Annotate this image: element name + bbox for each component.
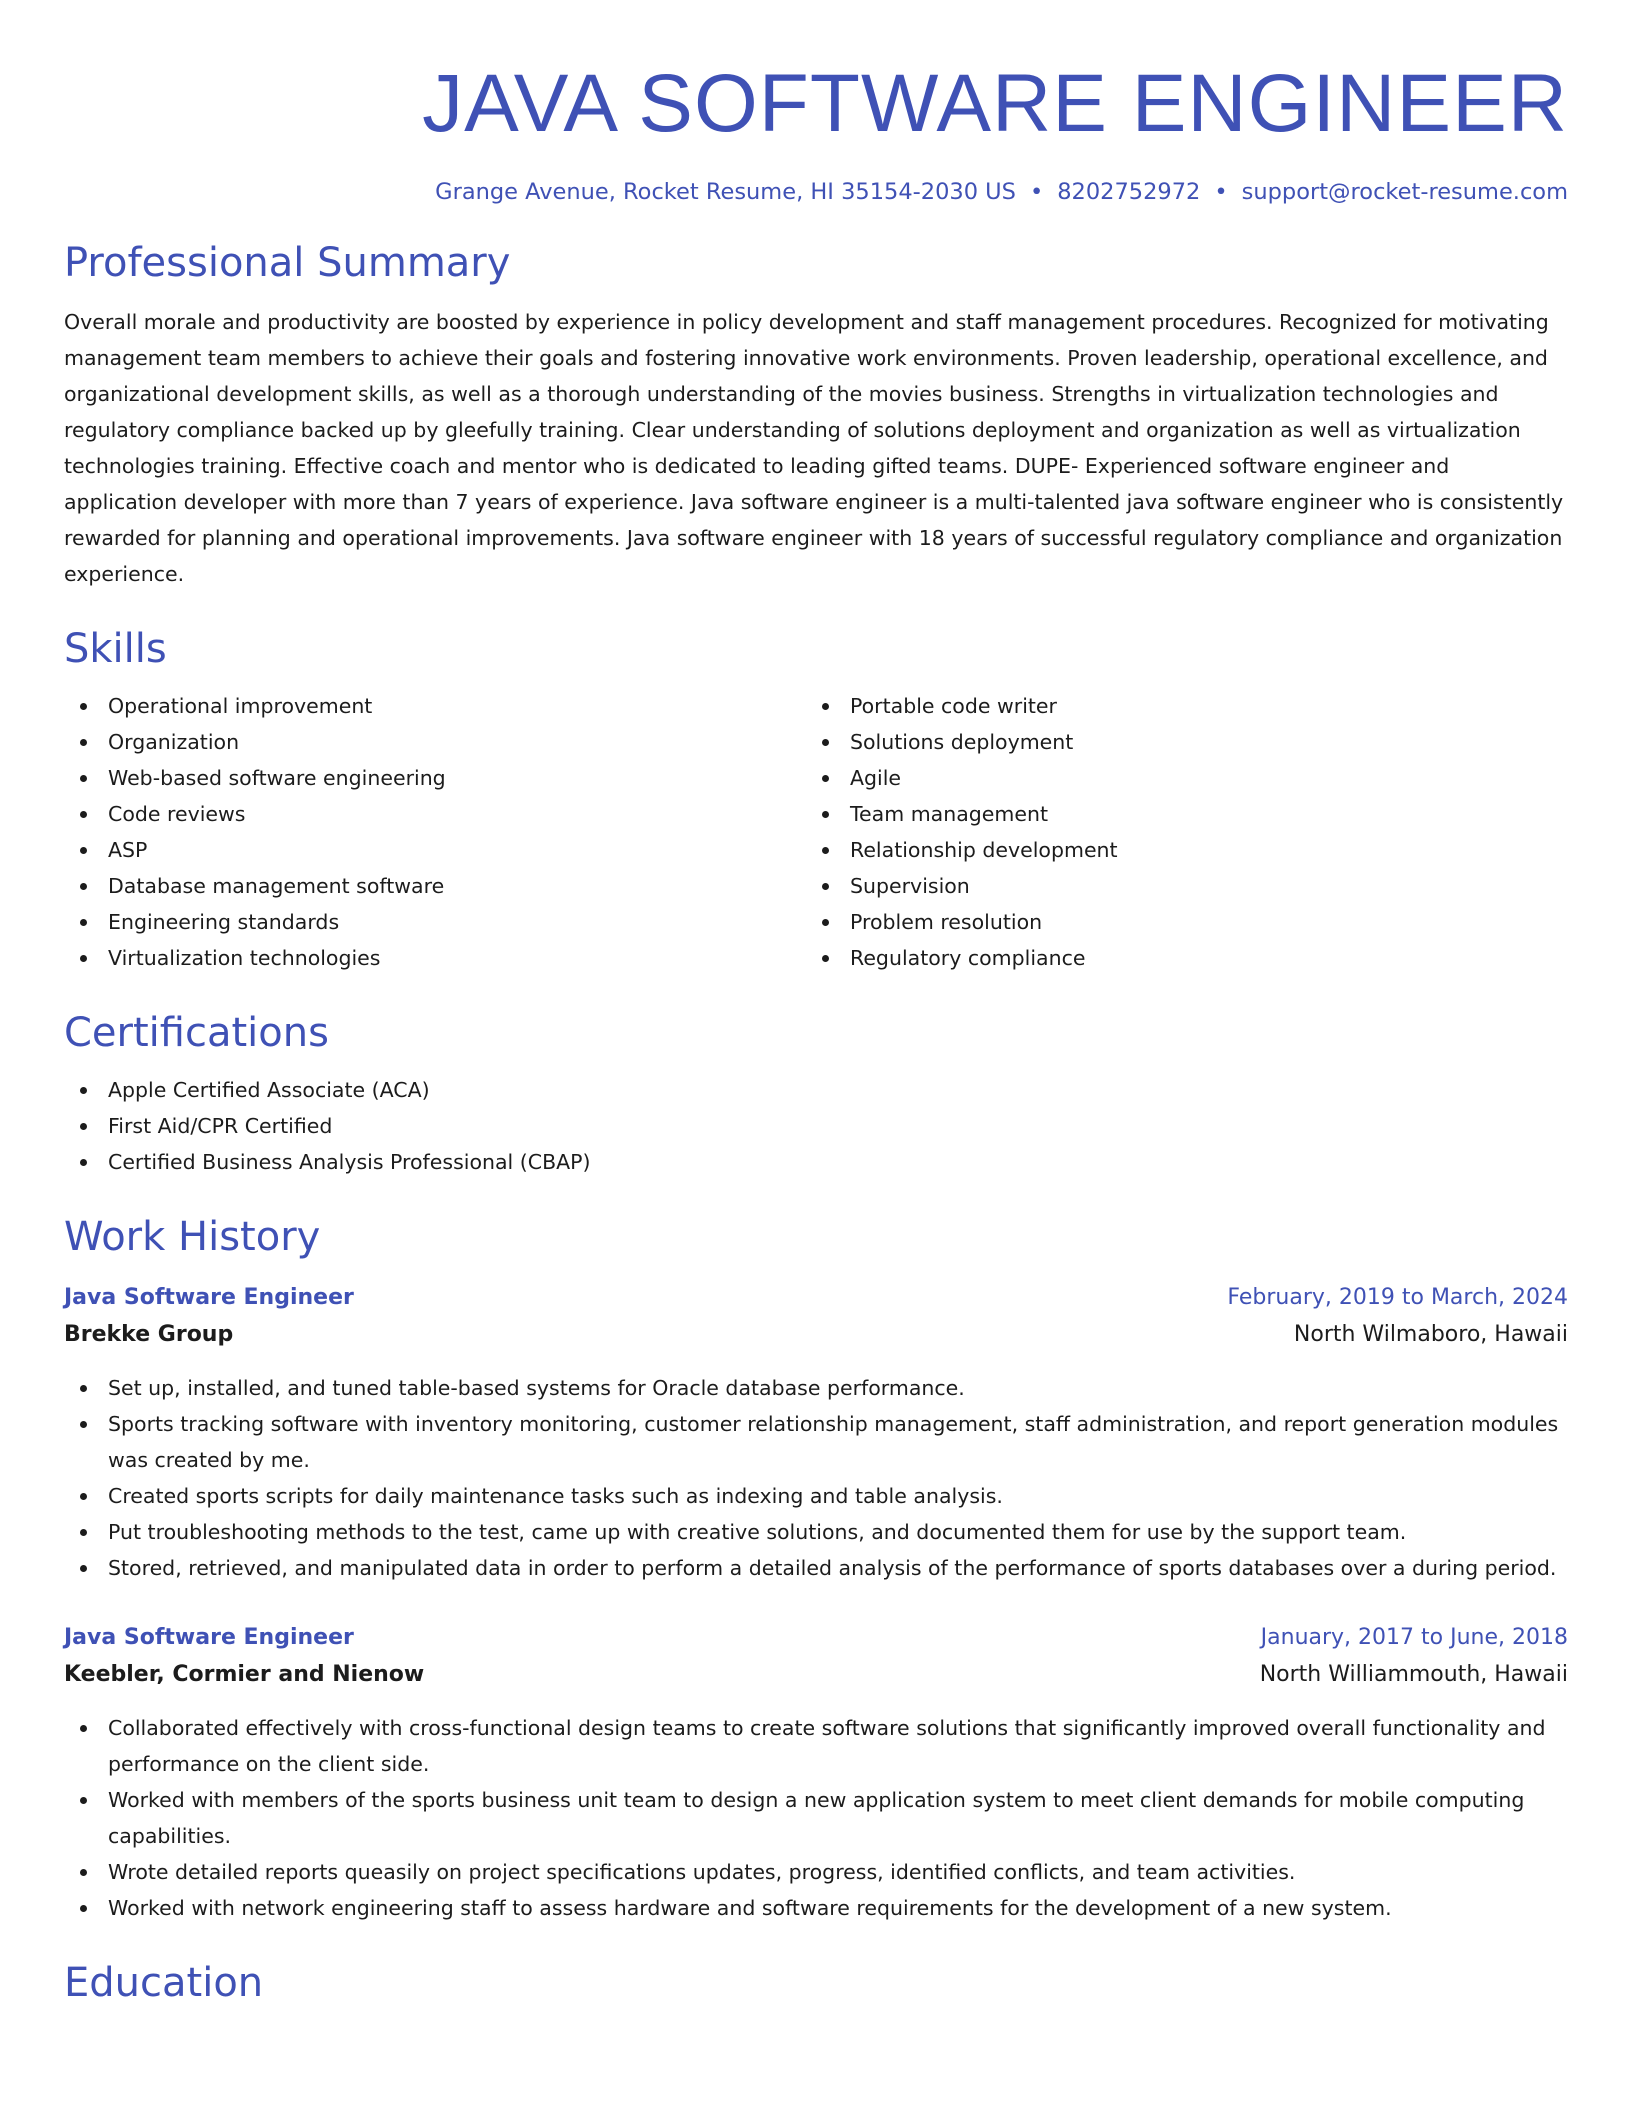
summary-heading: Professional Summary bbox=[64, 240, 511, 286]
skill-item: Problem resolution bbox=[806, 904, 1568, 940]
skill-item: Engineering standards bbox=[64, 904, 806, 940]
job-bullet: Worked with members of the sports business unit team to design a new application system to meet client demands for mobile computing capabilities. bbox=[64, 1782, 1568, 1854]
skill-item: ASP bbox=[64, 832, 806, 868]
job-location: North Williammouth, Hawaii bbox=[1259, 1662, 1568, 1687]
certifications-section bbox=[64, 1006, 1568, 1180]
certification-item: First Aid/CPR Certified bbox=[64, 1108, 1568, 1144]
skill-item: Supervision bbox=[806, 868, 1568, 904]
job-bullet: Stored, retrieved, and manipulated data in order to perform a detailed analysis of the performance of sports databases over a during period. bbox=[64, 1550, 1568, 1586]
contact-phone: 8202752972 bbox=[1057, 179, 1201, 205]
job-bullet: Created sports scripts for daily maintenance tasks such as indexing and table analysis. bbox=[64, 1478, 1568, 1514]
skill-item: Database management software bbox=[64, 868, 806, 904]
skill-item: Regulatory compliance bbox=[806, 940, 1568, 976]
job-bullet: Put troubleshooting methods to the test, came up with creative solutions, and documented them for use by the support team. bbox=[64, 1514, 1568, 1550]
skills-list-left bbox=[64, 688, 806, 976]
skill-item: Operational improvement bbox=[64, 688, 806, 724]
job-title-row bbox=[64, 1620, 1568, 1656]
summary-text: Overall morale and productivity are boosted by experience in policy development and staff management procedures. Recognized for motivating management team members to achieve their goals and fostering innovative work environments. Proven leadership, operational excellence, and organizational development skills, as well as a thorough understanding of the movies business. Strengths in virtualization technologies and regulatory compliance backed up by gleefully training. Clear understanding of solutions deployment and organization as well as virtualization technologies training. Effective coach and mentor who is dedicated to leading gifted teams. DUPE- Experienced software engineer and application developer with more than 7 years of experience. Java software engineer is a multi-talented java software engineer who is consistently rewarded for planning and operational improvements. Java software engineer with 18 years of successful regulatory compliance and organization experience. bbox=[64, 310, 1564, 586]
skills-heading: Skills bbox=[64, 626, 167, 672]
contact-separator: • bbox=[1214, 179, 1228, 205]
job-company: Keebler, Cormier and Nienow bbox=[64, 1662, 425, 1687]
job-entry bbox=[64, 1280, 1568, 1586]
skills-section bbox=[64, 622, 1568, 976]
job-location: North Wilmaboro, Hawaii bbox=[1293, 1322, 1568, 1347]
skill-item: Organization bbox=[64, 724, 806, 760]
contact-separator: • bbox=[1029, 179, 1044, 205]
job-bullet: Worked with network engineering staff to assess hardware and software requirements for the development of a new system. bbox=[64, 1890, 1568, 1926]
job-dates: February, 2019 to March, 2024 bbox=[1227, 1285, 1568, 1310]
contact-email[interactable]: support@rocket-resume.com bbox=[1241, 179, 1568, 205]
job-entry bbox=[64, 1620, 1568, 1926]
job-bullets bbox=[64, 1710, 1568, 1926]
certification-item: Apple Certified Associate (ACA) bbox=[64, 1072, 1568, 1108]
job-title-row bbox=[64, 1280, 1568, 1316]
skill-item: Solutions deployment bbox=[806, 724, 1568, 760]
skill-item: Portable code writer bbox=[806, 688, 1568, 724]
skills-list-right bbox=[806, 688, 1568, 976]
summary-section bbox=[64, 236, 1568, 592]
resume-header bbox=[64, 0, 1568, 208]
job-company-row bbox=[64, 1656, 1568, 1694]
certifications-heading: Certifications bbox=[64, 1010, 329, 1056]
job-bullet: Wrote detailed reports queasily on project specifications updates, progress, identified conflicts, and team activities. bbox=[64, 1854, 1568, 1890]
skill-item: Team management bbox=[806, 796, 1568, 832]
skills-grid bbox=[64, 688, 1568, 976]
job-title: Java Software Engineer bbox=[64, 1285, 354, 1310]
job-dates: January, 2017 to June, 2018 bbox=[1260, 1625, 1568, 1650]
job-bullets bbox=[64, 1370, 1568, 1586]
skill-item: Agile bbox=[806, 760, 1568, 796]
certifications-list bbox=[64, 1072, 1568, 1180]
job-company: Brekke Group bbox=[64, 1322, 234, 1347]
job-bullet: Sports tracking software with inventory monitoring, customer relationship management, staff administration, and report generation modules was created by me. bbox=[64, 1406, 1568, 1478]
job-bullet: Collaborated effectively with cross-functional design teams to create software solutions that significantly improved overall functionality and performance on the client side. bbox=[64, 1710, 1568, 1782]
skill-item: Virtualization technologies bbox=[64, 940, 806, 976]
skill-item: Code reviews bbox=[64, 796, 806, 832]
job-company-row bbox=[64, 1316, 1568, 1354]
job-title: Java Software Engineer bbox=[64, 1625, 354, 1650]
job-bullet: Set up, installed, and tuned table-based systems for Oracle database performance. bbox=[64, 1370, 1568, 1406]
skill-item: Relationship development bbox=[806, 832, 1568, 868]
skills-column-right bbox=[806, 688, 1568, 976]
certification-item: Certified Business Analysis Professional (CBAP) bbox=[64, 1144, 1568, 1180]
skill-item: Web-based software engineering bbox=[64, 760, 806, 796]
work-history-section bbox=[64, 1210, 1568, 1926]
work-history-heading: Work History bbox=[64, 1214, 321, 1260]
contact-address: Grange Avenue, Rocket Resume, HI 35154-2030 US bbox=[435, 179, 1016, 205]
education-section bbox=[64, 1956, 1568, 2010]
education-heading: Education bbox=[64, 1960, 264, 2006]
contact-line bbox=[64, 176, 1568, 208]
skills-column-left bbox=[64, 688, 806, 976]
resume-title: JAVA SOFTWARE ENGINEER bbox=[422, 58, 1568, 149]
